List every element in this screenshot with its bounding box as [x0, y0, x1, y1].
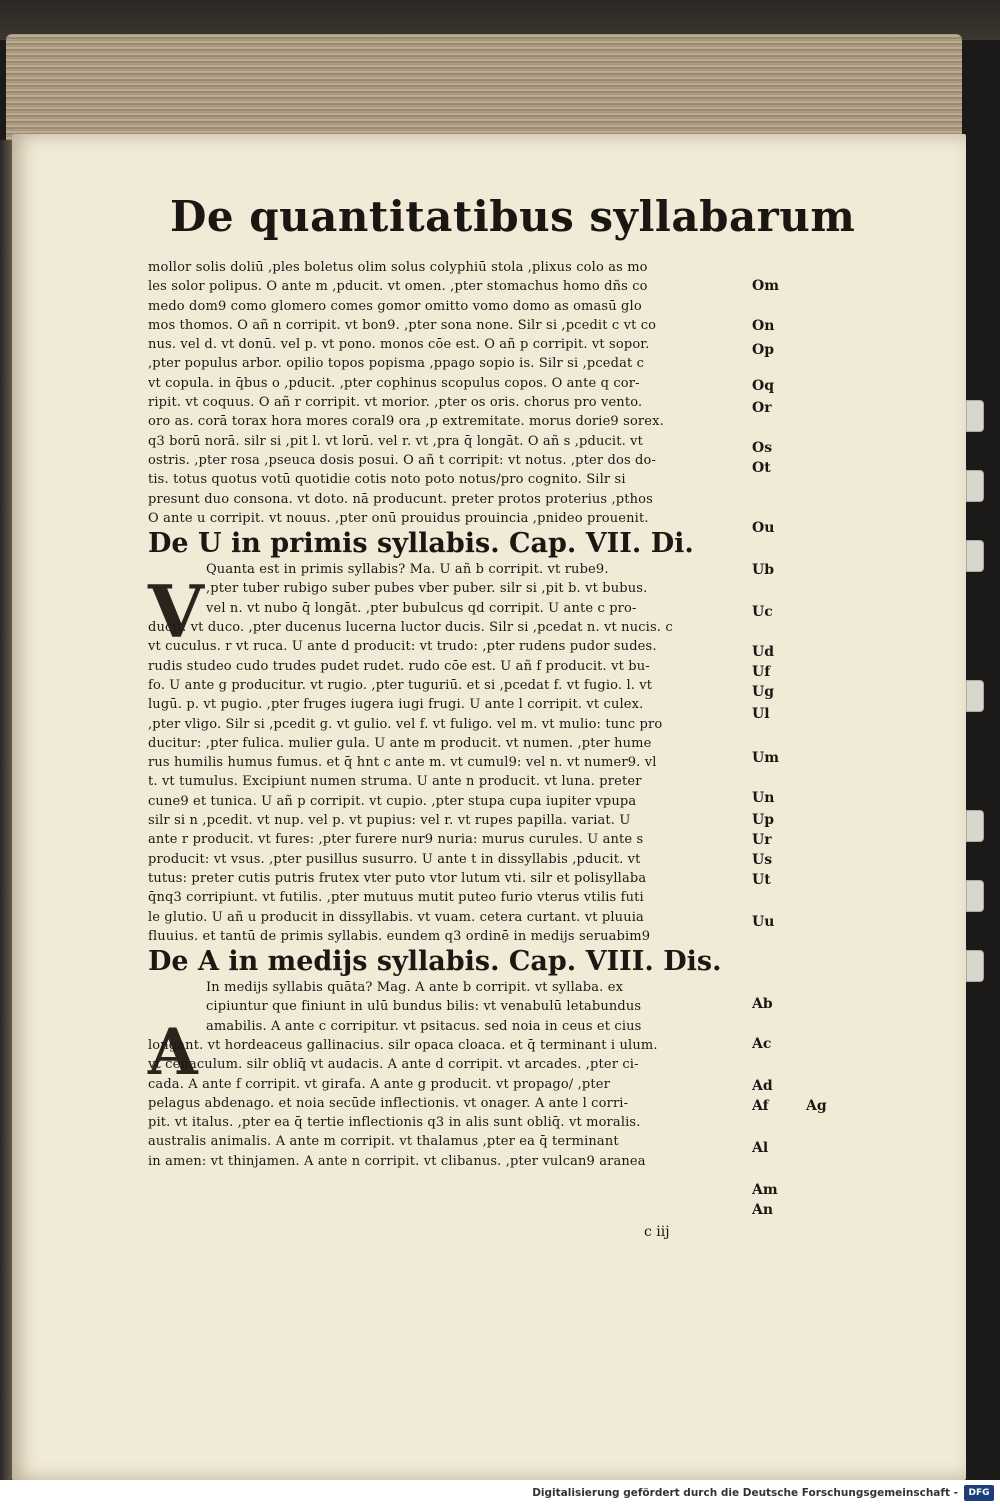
text-line: tis. totus quotus votū quotidie cotis noto poto notus/pro cognito. Silr si: [148, 472, 626, 488]
signature-mark: c iij: [644, 1224, 670, 1240]
text-line: ducit. vt duco. ,pter ducenus lucerna luctor ducis. Silr si ,pcedat n. vt nucis. c: [148, 620, 673, 636]
text-line: medo dom9 como glomero comes gomor omitto vomo domo as omasū glo: [148, 298, 642, 314]
margin-note: Uc: [752, 604, 773, 620]
text-line: cada. A ante f corripit. vt girafa. A ante g producit. vt propago/ ,pter: [148, 1076, 610, 1092]
page-edges: [6, 34, 962, 146]
margin-note: An: [752, 1202, 774, 1218]
margin-note: Or: [752, 400, 772, 416]
index-tab: [966, 400, 984, 432]
text-line: lugū. p. vt pugio. ,pter fruges iugera iugi frugi. U ante l corripit. vt culex.: [148, 697, 644, 713]
index-tab: [966, 470, 984, 502]
margin-note: Ac: [752, 1036, 772, 1052]
funding-notice: Digitalisierung gefördert durch die Deutsche Forschungsgemeinschaft -: [532, 1487, 958, 1499]
text-line: ,pter populus arbor. opilio topos popisma ,ppago sopio is. Silr si ,pcedat c: [148, 356, 645, 372]
text-line: fo. U ante g producitur. vt rugio. ,pter tuguriū. et si ,pcedat f. vt fugio. l. vt: [148, 677, 653, 693]
index-tab: [966, 950, 984, 982]
drop-capital-v: V: [148, 569, 204, 654]
margin-note: Al: [752, 1140, 769, 1156]
text-line: vt cuculus. r vt ruca. U ante d producit: vt trudo: ,pter rudens pudor sudes.: [148, 639, 657, 655]
chapter-heading: De U in primis syllabis. Cap. VII. Di.: [148, 528, 694, 560]
text-line: producit: vt vsus. ,pter pusillus susurro. U ante t in dissyllabis ,pducit. vt: [148, 851, 641, 867]
margin-note: Ub: [752, 562, 774, 578]
margin-note: On: [752, 318, 775, 334]
text-line: pit. vt italus. ,pter ea q̄ tertie inflectionis q3 in alis sunt obliq̄. vt moralis.: [148, 1115, 641, 1131]
index-tabs: [964, 380, 984, 1180]
text-line: q3 borū norā. silr si ,pit l. vt lorū. vel r. vt ,pra q̄ longāt. O añ s ,pducit. vt: [148, 433, 644, 449]
margin-note: Af: [752, 1098, 769, 1114]
index-tab: [966, 680, 984, 712]
text-line: ,pter tuber rubigo suber pubes vber puber. silr si ,pit b. vt bubus.: [206, 581, 648, 597]
footer-bar: [0, 1480, 1000, 1508]
chapter-heading: De A in medijs syllabis. Cap. VIII. Dis.: [148, 946, 722, 978]
text-line: oro as. corā torax hora mores coral9 ora ,p extremitate. morus dorie9 sorex.: [148, 414, 664, 430]
margin-note: Op: [752, 342, 774, 358]
page-header: De quantitatibus syllabarum: [170, 192, 856, 241]
text-line: tutus: preter cutis putris frutex vter puto vtor lutum vti. silr et polisyllaba: [148, 870, 647, 886]
margin-note: Ut: [752, 872, 771, 888]
text-line: ducitur: ,pter fulica. mulier gula. U ante m producit. vt numen. ,pter hume: [148, 735, 652, 751]
text-line: Quanta est in primis syllabis? Ma. U añ b corripit. vt rube9.: [206, 562, 609, 578]
margin-note: Ad: [752, 1078, 773, 1094]
text-line: in amen: vt thinjamen. A ante n corripit. vt clibanus. ,pter vulcan9 aranea: [148, 1153, 646, 1169]
text-line: vt cenaculum. silr obliq̄ vt audacis. A ante d corripit. vt arcades. ,pter ci-: [148, 1057, 639, 1073]
text-line: ante r producit. vt fures: ,pter furere nur9 nuria: murus curules. U ante s: [148, 832, 644, 848]
margin-note: Us: [752, 852, 773, 868]
text-line: les solor polipus. O ante m ,pducit. vt omen. ,pter stomachus homo dñs co: [148, 279, 648, 295]
margin-note: Am: [752, 1182, 778, 1198]
margin-note: Um: [752, 750, 780, 766]
margin-note: Ug: [752, 684, 774, 700]
text-line: ripit. vt coquus. O añ r corripit. vt morior. ,pter os oris. chorus pro vento.: [148, 395, 643, 411]
margin-note: Ur: [752, 832, 772, 848]
text-line: longant. vt hordeaceus gallinacius. silr opaca cloaca. et q̄ terminant i ulum.: [148, 1037, 658, 1053]
margin-note: Uf: [752, 664, 771, 680]
text-line: nus. vel d. vt donū. vel p. vt pono. monos cōe est. O añ p corripit. vt sopor.: [148, 337, 650, 353]
index-tab: [966, 880, 984, 912]
margin-note: Oq: [752, 378, 774, 394]
text-line: t. vt tumulus. Excipiunt numen struma. U ante n producit. vt luna. preter: [148, 774, 642, 790]
margin-note: Ot: [752, 460, 771, 476]
margin-note: Os: [752, 440, 773, 456]
text-line: le glutio. U añ u producit in dissyllabis. vt vuam. cetera curtant. vt pluuia: [148, 909, 644, 925]
margin-note: Uu: [752, 914, 775, 930]
text-line: fluuius. et tantū de primis syllabis. eundem q3 ordinē in medijs seruabim9: [148, 928, 651, 944]
text-line: q̄nq3 corripiunt. vt futilis. ,pter mutuus mutit puteo furio vterus vtilis futi: [148, 890, 644, 906]
text-line: rudis studeo cudo trudes pudet rudet. rudo cōe est. U añ f producit. vt bu-: [148, 658, 650, 674]
text-line: rus humilis humus fumus. et q̄ hnt c ante m. vt cumul9: vel n. vt numer9. vl: [148, 755, 657, 771]
text-line: silr si n ,pcedit. vt nup. vel p. vt pupius: vel r. vt rupes papilla. variat. U: [148, 813, 631, 829]
margin-note: Un: [752, 790, 775, 806]
text-line: presunt duo consona. vt doto. nā producunt. preter protos proterius ,pthos: [148, 491, 653, 507]
text-line: ,pter vligo. Silr si ,pcedit g. vt gulio. vel f. vt fuligo. vel m. vt mulio: tunc pro: [148, 716, 663, 732]
margin-note: Ul: [752, 706, 770, 722]
text-line: australis animalis. A ante m corripit. vt thalamus ,pter ea q̄ terminant: [148, 1134, 619, 1150]
margin-note: Om: [752, 278, 780, 294]
index-tab: [966, 540, 984, 572]
index-tab: [966, 810, 984, 842]
text-line: cipiuntur que finiunt in ulū bundus bilis: vt venabulū letabundus: [206, 999, 642, 1015]
text-line: ostris. ,pter rosa ,pseuca dosis posui. O añ t corripit: vt notus. ,pter dos do-: [148, 452, 657, 468]
text-line: mollor solis doliū ,ples boletus olim solus colyphiū stola ,plixus colo as mo: [148, 260, 648, 275]
margin-note: Ou: [752, 520, 775, 536]
text-line: O ante u corripit. vt nouus. ,pter onū prouidus prouincia ,pnideo prouenit.: [148, 510, 649, 526]
text-line: vt copula. in q̄bus o ,pducit. ,pter cophinus scopulus copos. O ante q cor-: [148, 375, 640, 391]
margin-note: Ab: [752, 996, 773, 1012]
drop-capital-a: A: [148, 1015, 198, 1090]
text-line: mos thomos. O añ n corripit. vt bon9. ,pter sona none. Silr si ,pcedit c vt co: [148, 317, 657, 333]
margin-note: Ag: [806, 1098, 827, 1114]
text-line: amabilis. A ante c corripitur. vt psitacus. sed noia in ceus et cius: [206, 1018, 642, 1034]
text-line: vel n. vt nubo q̄ longāt. ,pter bubulcus qd corripit. U ante c pro-: [206, 600, 637, 616]
text-line: pelagus abdenago. et noia secūde inflectionis. vt onager. A ante l corri-: [148, 1095, 629, 1111]
dfg-logo: DFG: [964, 1485, 994, 1501]
margin-note: Ud: [752, 644, 774, 660]
text-block: [148, 258, 748, 1171]
text-line: In medijs syllabis quāta? Mag. A ante b corripit. vt syllaba. ex: [206, 980, 624, 996]
margin-note: Up: [752, 812, 774, 828]
text-line: cune9 et tunica. U añ p corripit. vt cupio. ,pter stupa cupa iupiter vpupa: [148, 793, 637, 809]
